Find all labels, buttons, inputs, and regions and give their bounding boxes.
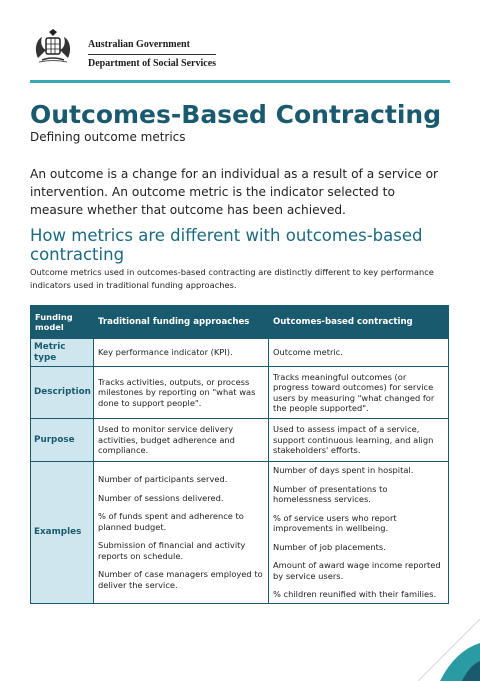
- header-divider: [88, 54, 216, 55]
- intro-paragraph: An outcome is a change for an individual as a result of a service or intervention. An outcome metric is the indicator selected to measure whether that outcome has been achieved.: [30, 167, 439, 217]
- header-funding-model: Funding model: [31, 306, 94, 339]
- row-label: Metric type: [31, 339, 94, 367]
- page-subtitle: Defining outcome metrics: [30, 130, 186, 144]
- government-header: [30, 28, 450, 70]
- table-cell: Key performance indicator (KPI).: [94, 339, 269, 367]
- table-cell: Tracks activities, outputs, or process milestones by reporting on "what was done to support people".: [94, 367, 269, 419]
- list-item: Number of presentations to homelessness services.: [273, 483, 388, 504]
- department-name: Department of Social Services: [88, 58, 217, 69]
- government-name: Australian Government: [88, 39, 190, 50]
- table-cell: Tracks meaningful outcomes (or progress toward outcomes) for service users by measuring "what changed for the people supported".: [269, 367, 449, 419]
- lead-paragraph: Outcome metrics used in outcomes-based contracting are distinctly different to key performance indicators used in traditional funding approaches.: [30, 267, 434, 290]
- list-item: % of service users who report improvements in wellbeing.: [273, 512, 397, 533]
- header-rule: [30, 80, 450, 83]
- row-label: Description: [31, 367, 94, 419]
- list-item: Number of days spent in hospital.: [273, 465, 414, 475]
- table-header-row: [31, 306, 449, 339]
- table-row-examples: [31, 462, 449, 604]
- comparison-table: [30, 305, 449, 604]
- list-item: Amount of award wage income reported by service users.: [273, 560, 441, 581]
- header-outcomes: Outcomes-based contracting: [269, 306, 449, 339]
- examples-traditional-cell: [94, 462, 269, 604]
- table-row: [31, 339, 449, 367]
- row-label: Purpose: [31, 419, 94, 462]
- list-item: Number of job placements.: [273, 541, 386, 552]
- table-cell: Outcome metric.: [269, 339, 449, 367]
- table-cell: Used to assess impact of a service, support continuous learning, and align stakeholders' efforts.: [269, 419, 449, 462]
- row-label: Examples: [31, 462, 94, 604]
- list-item: Number of case managers employed to deliver the service.: [98, 569, 263, 590]
- table-row: [31, 419, 449, 462]
- list-item: Number of sessions delivered.: [98, 492, 224, 503]
- list-item: % children reunified with their families.: [273, 589, 437, 599]
- list-item: Number of participants served.: [98, 474, 228, 485]
- page-title: Outcomes-Based Contracting: [30, 100, 442, 129]
- table-cell: Used to monitor service delivery activities, budget adherence and compliance.: [94, 419, 269, 462]
- list-item: Submission of financial and activity reports on schedule.: [98, 540, 246, 561]
- list-item: % of funds spent and adherence to planned budget.: [98, 511, 244, 532]
- coat-of-arms-logo: [30, 28, 76, 66]
- header-traditional: Traditional funding approaches: [94, 306, 269, 339]
- examples-outcomes-cell: [269, 462, 449, 604]
- corner-decoration: [370, 591, 480, 681]
- table-row: [31, 367, 449, 419]
- section-heading: How metrics are different with outcomes-based contracting: [30, 226, 423, 264]
